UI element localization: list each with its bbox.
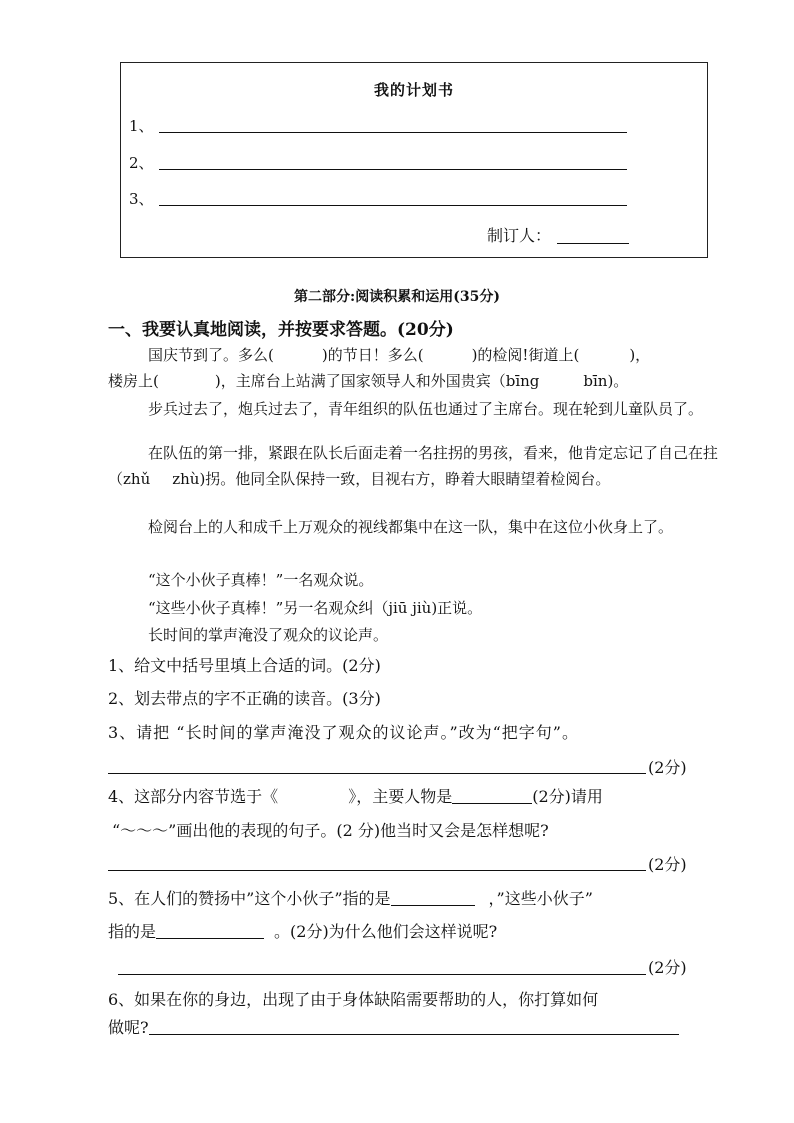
passage-paragraph-4: 检阅台上的人和成千上万观众的视线都集中在这一队，集中在这位小伙身上了。 [148, 518, 674, 536]
score-label: (2分) [648, 855, 687, 874]
passage-text: zhù)拐。他同全队保持一致，目视右方，睁着大眼睛望着检阅台。 [172, 470, 611, 488]
question-4-cont: “～～～”画出他的表现的句子。(2 分)他当时又会是怎样想呢? [112, 821, 549, 840]
question-3: 3、请把 “长时间的掌声淹没了观众的议论声。”改为“把字句”。 [108, 723, 579, 742]
question-text: 。(2分)为什么他们会这样说呢? [274, 922, 498, 941]
answer-line-3[interactable] [108, 773, 646, 774]
answer-line-5[interactable] [118, 974, 646, 975]
plan-box [120, 62, 708, 258]
question-text: ，”这些小伙子” [488, 889, 593, 908]
plan-line-number: 3、 [129, 190, 154, 208]
maker-label: 制订人： [486, 226, 551, 245]
answer-blank[interactable] [452, 787, 532, 804]
question-1: 1、给文中括号里填上合适的词。(2分) [108, 656, 381, 675]
question-2: 2、划去带点的字不正确的读音。(3分) [108, 689, 381, 708]
plan-title: 我的计划书 [373, 81, 454, 99]
question-text: 做呢? [108, 1018, 149, 1037]
passage-text: 楼房上( [108, 372, 159, 390]
question-text: 4、这部分内容节选于《 [108, 787, 279, 806]
question-4 [108, 783, 728, 811]
section-title: 第二部分:阅读积累和运用(35分) [294, 289, 500, 305]
plan-line-number: 1、 [129, 117, 154, 135]
passage-text: bīn)。 [583, 372, 629, 390]
question-6: 6、如果在你的身边，出现了由于身体缺陷需要帮助的人，你打算如何 [108, 990, 599, 1009]
passage-paragraph-2: 步兵过去了，炮兵过去了，青年组织的队伍也通过了主席台。现在轮到儿童队员了。 [148, 400, 704, 418]
plan-line-1 [129, 115, 159, 136]
passage-paragraph-6: “这些小伙子真棒！”另一名观众纠（jiū jiù)正说。 [148, 599, 483, 617]
plan-line-2 [129, 152, 159, 173]
maker-field [487, 223, 629, 246]
passage-paragraph-3 [108, 440, 718, 492]
passage-paragraph-7: 长时间的掌声淹没了观众的议论声。 [148, 626, 389, 644]
question-text: (2分)请用 [532, 787, 603, 806]
answer-blank[interactable] [391, 889, 475, 906]
plan-line-3 [129, 188, 159, 209]
answer-blank[interactable] [149, 1018, 679, 1035]
passage-paragraph-5: “这个小伙子真棒！”一名观众说。 [148, 571, 374, 589]
question-6-cont [108, 1014, 728, 1042]
question-5-cont [108, 918, 728, 946]
passage-text: )的节日！多么( [321, 346, 424, 364]
passage-text: )的检阅!街道上( [471, 346, 580, 364]
passage-text: )，主席台上站满了国家领导人和外国贵宾（bīng [214, 372, 540, 390]
answer-line-4[interactable] [108, 870, 646, 871]
score-label: (2分) [648, 758, 687, 777]
passage-paragraph-1 [108, 342, 718, 394]
plan-line-rule[interactable] [159, 169, 627, 170]
question-5 [108, 885, 728, 913]
question-heading: 一、我要认真地阅读，并按要求答题。(20分) [108, 320, 454, 340]
plan-line-rule[interactable] [159, 132, 627, 133]
plan-line-number: 2、 [129, 154, 154, 172]
passage-text: )， [629, 346, 651, 364]
plan-line-rule[interactable] [159, 205, 627, 206]
question-text: 5、在人们的赞扬中”这个小伙子”指的是 [108, 889, 391, 908]
passage-text: 国庆节到了。多么( [148, 346, 274, 364]
score-label: (2分) [648, 958, 687, 977]
passage-text: 在队伍的第一排，紧跟在队长后面走着一名拄拐的男孩，看来，他肯定忘记了自己在拄（zhǔ [108, 444, 719, 488]
question-text: 》，主要人物是 [348, 787, 453, 806]
answer-blank[interactable] [156, 922, 264, 939]
question-text: 指的是 [108, 922, 157, 941]
maker-rule[interactable] [557, 229, 629, 244]
